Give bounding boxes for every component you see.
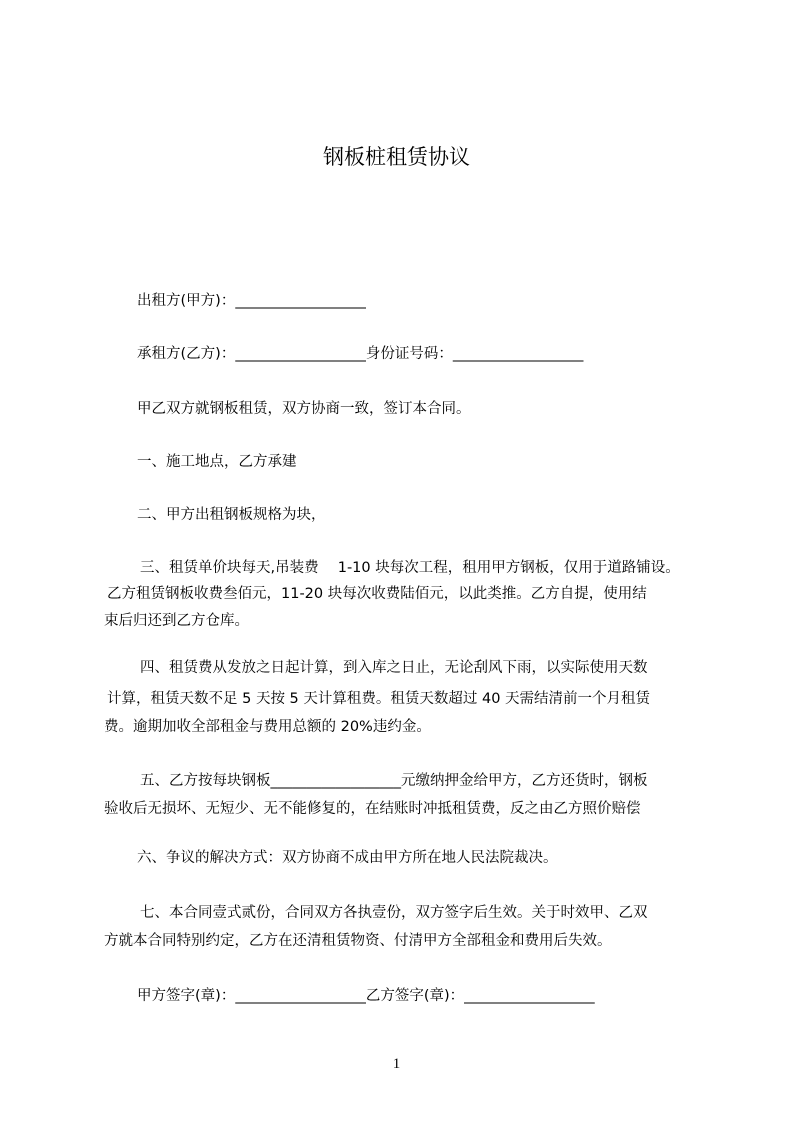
- clause-5-line-1: 五、乙方按每块钢板__________________元缴纳押金给甲方，乙方还货时，钢板: [140, 773, 648, 789]
- clause-7-line-2: 方就本合同特别约定，乙方在还清租赁物资、付清甲方全部租金和费用后失效。: [104, 933, 612, 949]
- clause-6: 六、争议的解决方式：双方协商不成由甲方所在地人民法院裁决。: [137, 850, 558, 866]
- lessor-line: 出租方(甲方)：__________________: [137, 293, 366, 309]
- clause-1: 一、施工地点，乙方承建: [137, 454, 297, 470]
- clause-5-line-2: 验收后无损坏、无短少、无不能修复的，在结账时冲抵租赁费，反之由乙方照价赔偿: [104, 801, 641, 817]
- clause-2: 二、甲方出租钢板规格为块，: [137, 507, 326, 523]
- clause-4-line-2: 计算，租赁天数不足 5 天按 5 天计算租费。租赁天数超过 40 天需结清前一个月租赁: [107, 691, 651, 707]
- clause-7-line-1: 七、本合同壹式贰份，合同双方各执壹份，双方签字后生效。关于时效甲、乙双: [140, 905, 648, 921]
- signature-line: 甲方签字(章)：__________________乙方签字(章)：__________________: [137, 988, 595, 1004]
- lessee-line: 承租方(乙方)：__________________身份证号码：__________________: [137, 346, 584, 362]
- intro-line: 甲乙双方就钢板租赁，双方协商一致，签订本合同。: [137, 401, 471, 417]
- clause-4-line-3: 费。逾期加收全部租金与费用总额的 20%违约金。: [104, 719, 431, 735]
- document-title: 钢板桩租赁协议: [323, 145, 470, 169]
- clause-4-line-1: 四、租赁费从发放之日起计算，到入库之日止，无论刮风下雨，以实际使用天数: [140, 660, 648, 676]
- clause-3-line-2: 乙方租赁钢板收费叁佰元，11-20 块每次收费陆佰元，以此类推。乙方自提，使用结: [107, 586, 647, 602]
- page-number: 1: [392, 1056, 401, 1072]
- clause-3-line-1: 三、租赁单价块每天,吊装费 1-10 块每次工程，租用甲方钢板，仅用于道路铺设。: [140, 560, 680, 576]
- clause-3-line-3: 束后归还到乙方仓库。: [104, 613, 249, 629]
